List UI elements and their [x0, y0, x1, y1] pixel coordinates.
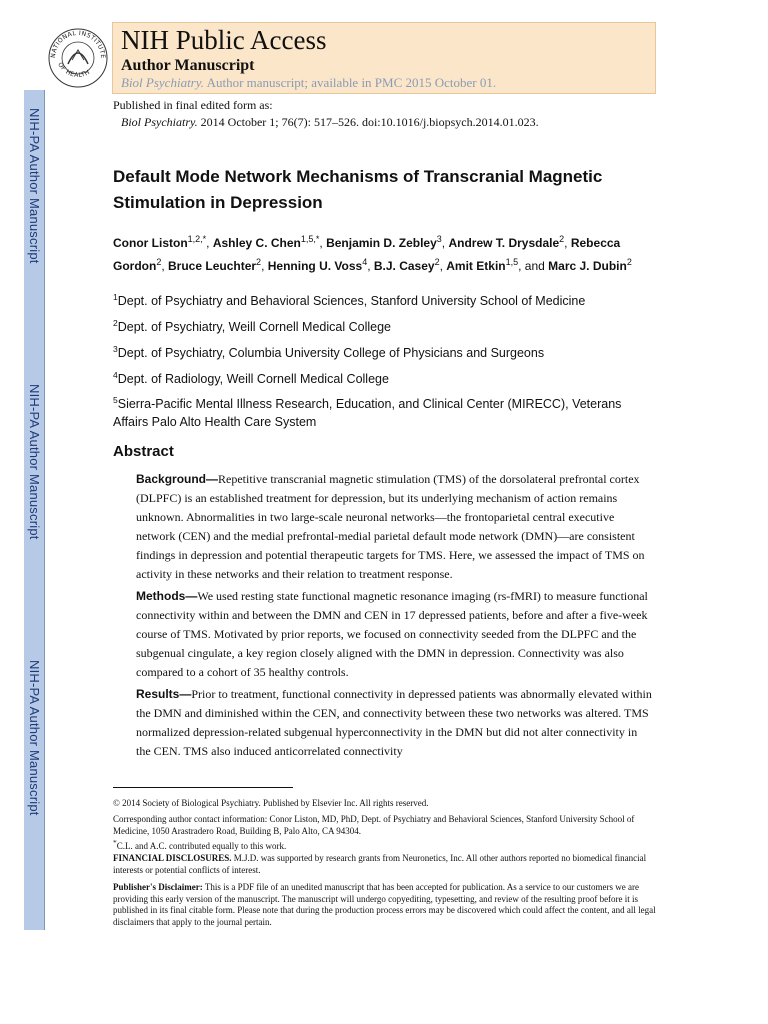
- abstract-results: [136, 685, 654, 761]
- affiliation-number: 2: [113, 318, 118, 328]
- abstract-heading: Abstract: [113, 443, 174, 460]
- author-name: Benjamin D. Zebley: [326, 236, 437, 250]
- affiliation-1: [113, 288, 653, 310]
- footnote-equal-text: C.L. and A.C. contributed equally to this work.: [116, 841, 287, 851]
- affiliation-text: Dept. of Psychiatry and Behavioral Sciences, Stanford University School of Medicine: [117, 294, 586, 309]
- affiliation-text: Dept. of Psychiatry, Columbia University College of Physicians and Surgeons: [117, 346, 545, 361]
- background-text: Repetitive transcranial magnetic stimulation (TMS) of the dorsolateral prefrontal cortex (DLPFC) is an established treatment for depression, but its underlying mechanism of action remains unknown. Abnormalities in two large-scale neuronal networks—the frontoparietal central executive network (CEN) and the medial prefrontal-medial parietal default mode network (DMN)—are consistent findings in depression and potential therapeutic targets for TMS. Here, we assessed the impact of TMS on activity in these networks and their relation to treatment response.: [136, 472, 645, 581]
- financial-label: FINANCIAL DISCLOSURES.: [113, 853, 232, 863]
- svg-text:NATIONAL INSTITUTES: NATIONAL INSTITUTE: [49, 30, 107, 59]
- author-affiliation-marker: 1,5,*: [300, 234, 320, 244]
- header-availability: [121, 75, 496, 91]
- author-affiliation-marker: 2: [559, 234, 565, 244]
- footnote-equal-marker: *: [113, 838, 117, 847]
- author-separator: ,: [441, 236, 449, 250]
- nih-header-box: [112, 22, 656, 94]
- affiliation-number: 5: [113, 395, 118, 405]
- affiliation-2: [113, 314, 653, 336]
- author-name: Henning U. Voss: [267, 259, 363, 273]
- affiliation-4: [113, 366, 653, 388]
- author-name: Marc J. Dubin: [548, 259, 627, 273]
- publication-citation-text: 2014 October 1; 76(7): 517–526. doi:10.1016/j.biopsych.2014.01.023.: [197, 115, 539, 129]
- author-affiliation-marker: 4: [362, 257, 368, 267]
- author-separator: ,: [564, 236, 571, 250]
- affiliation-text: Dept. of Radiology, Weill Cornell Medical College: [117, 372, 389, 387]
- author-affiliation-marker: 1,2,*: [187, 234, 207, 244]
- author-name: Bruce Leuchter: [168, 259, 257, 273]
- methods-label: Methods—: [136, 589, 198, 603]
- affiliation-number: 3: [113, 344, 118, 354]
- abstract-methods: [136, 587, 654, 682]
- nih-seal-icon: [46, 20, 110, 96]
- nih-logo: [46, 20, 110, 96]
- author-affiliation-marker: 2: [626, 257, 632, 267]
- published-line: Published in final edited form as:: [113, 98, 273, 112]
- results-text: Prior to treatment, functional connectivity in depressed patients was abnormally elevated within the DMN and diminished within the CEN, and connectivity between these two networks was altered. TMS normalized depression-related subgenual hyperconnectivity in the DMN but did not alter connectivity in the CEN. TMS also induced anticorrelated connectivity: [136, 687, 652, 758]
- author-name: Conor Liston: [113, 236, 188, 250]
- article-title: Default Mode Network Mechanisms of Transcranial Magnetic Stimulation in Depression: [113, 167, 603, 212]
- publication-journal: Biol Psychiatry.: [121, 115, 198, 129]
- affiliation-number: 1: [113, 292, 118, 302]
- affiliation-number: 4: [113, 370, 118, 380]
- author-name: Ashley C. Chen: [212, 236, 301, 250]
- author-name: Amit Etkin: [446, 259, 506, 273]
- author-name: B.J. Casey: [373, 259, 435, 273]
- author-separator: , and: [518, 259, 549, 273]
- publication-citation: [121, 115, 539, 130]
- author-separator: ,: [319, 236, 327, 250]
- author-affiliation-marker: 2: [156, 257, 162, 267]
- results-label: Results—: [136, 687, 192, 701]
- header-title: NIH Public Access: [121, 25, 327, 55]
- header-journal: Biol Psychiatry.: [121, 75, 205, 90]
- abstract-background: [136, 470, 654, 584]
- affiliation-text: Sierra-Pacific Mental Illness Research, Education, and Clinical Center (MIRECC), Veterans Affairs Palo Alto Health Care System: [113, 397, 622, 430]
- footnote-divider: [113, 787, 293, 788]
- author-separator: ,: [206, 236, 213, 250]
- disclaimer-text: This is a PDF file of an unedited manuscript that has been accepted for publication. As a service to our customers we are providing this early version of the manuscript. The manuscript will undergo copyediting, typesetting, and review of the resulting proof before it is published in its final citable form. Please note that during the production process errors may be discovered which could affect the content, and all legal disclaimers that apply to the journal pertain.: [113, 882, 656, 927]
- author-separator: ,: [261, 259, 268, 273]
- affiliation-5: [113, 391, 633, 431]
- affiliation-text: Dept. of Psychiatry, Weill Cornell Medical College: [117, 320, 391, 335]
- author-affiliation-marker: 3: [436, 234, 442, 244]
- header-subtitle: Author Manuscript: [121, 57, 255, 74]
- disclaimer-label: Publisher's Disclaimer:: [113, 882, 203, 892]
- author-separator: ,: [439, 259, 447, 273]
- svg-text:OF HEALTH: OF HEALTH: [56, 61, 92, 79]
- author-affiliation-marker: 2: [256, 257, 262, 267]
- footnote-disclaimer: [113, 882, 658, 928]
- footnote-financial: [113, 853, 658, 876]
- author-name: Rebecca Gordon: [113, 236, 621, 273]
- author-list: [113, 230, 658, 276]
- methods-text: We used resting state functional magnetic resonance imaging (rs-fMRI) to measure functional connectivity within and between the DMN and CEN in 17 depressed patients, before and after a five-week course of TMS. Motivated by prior reports, we focused on connectivity seeded from the DLPFC and the subgenual cingulate, a key region closely aligned with the DMN in depression. Connectivity was also compared to a cohort of 35 healthy controls.: [136, 589, 648, 679]
- author-affiliation-marker: 2: [434, 257, 440, 267]
- footnote-copyright: © 2014 Society of Biological Psychiatry. Published by Elsevier Inc. All rights reserved.: [113, 798, 429, 808]
- author-separator: ,: [367, 259, 374, 273]
- author-name: Andrew T. Drysdale: [448, 236, 560, 250]
- footnote-corresponding: Corresponding author contact information: Conor Liston, MD, PhD, Dept. of Psychiatry and Behavioral Sciences, Stanford University School of Medicine, 1050 Arastradero Road, Building B, Palo Alto, CA 94304.: [113, 814, 635, 836]
- financial-text: M.J.D. was supported by research grants from Neuronetics, Inc. All other authors reported no biomedical financial interests or potential conflicts of interest.: [113, 853, 647, 875]
- header-availability-text: Author manuscript; available in PMC 2015 October 01.: [204, 75, 497, 90]
- footnote-equal: [113, 837, 658, 853]
- background-label: Background—: [136, 472, 219, 486]
- author-separator: ,: [161, 259, 169, 273]
- affiliation-3: [113, 340, 653, 362]
- author-affiliation-marker: 1,5: [505, 257, 519, 267]
